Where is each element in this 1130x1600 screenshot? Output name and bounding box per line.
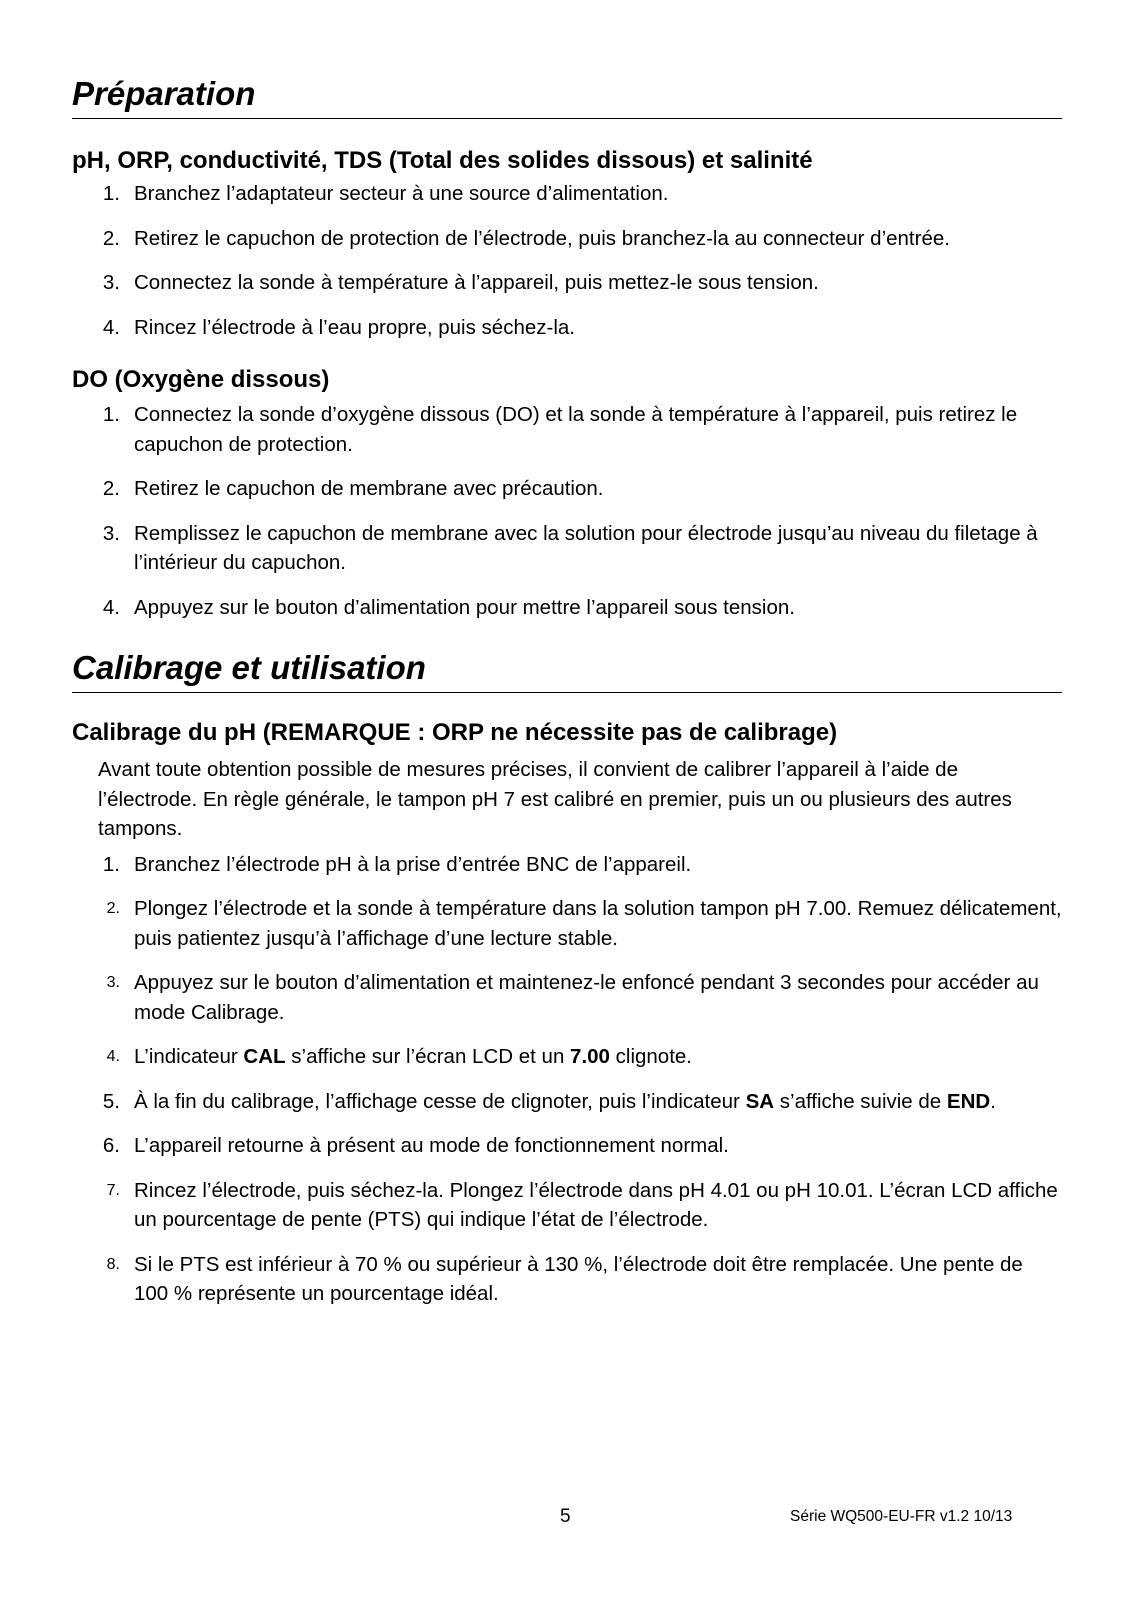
document-reference: Série WQ500-EU-FR v1.2 10/13: [790, 1508, 1013, 1525]
step-text: Rincez l’électrode, puis séchez-la. Plongez l’électrode dans pH 4.01 ou pH 10.01. L’écran LCD affiche un pourcentage de pente (PTS) qui indique l’état de l’électrode.: [134, 1178, 1058, 1231]
subtitle-ph-calibration: Calibrage du pH (REMARQUE : ORP ne nécessite pas de calibrage): [72, 719, 838, 746]
list-item: [72, 268, 1062, 298]
step-number: 4.: [102, 315, 120, 339]
step-text: Appuyez sur le bouton d’alimentation pour mettre l’appareil sous tension.: [134, 595, 795, 619]
step-text: Connectez la sonde d’oxygène dissous (DO) et la sonde à température à l’appareil, puis retirez le capuchon de protection.: [134, 403, 1018, 456]
step-text: Branchez l’électrode pH à la prise d’entrée BNC de l’appareil.: [134, 852, 692, 876]
step-text: Rincez l’électrode à l’eau propre, puis séchez-la.: [134, 315, 575, 339]
page-number: 5: [560, 1506, 571, 1527]
step-text: [134, 1087, 1062, 1117]
section-title-preparation: Préparation: [72, 74, 1062, 119]
steps-ph-orp: [72, 179, 1062, 342]
steps-do: [72, 400, 1062, 622]
list-item: [72, 400, 1062, 459]
list-item: [72, 1250, 1062, 1309]
list-item: [72, 1087, 1062, 1117]
subtitle-do: DO (Oxygène dissous): [72, 366, 330, 393]
list-item: [72, 593, 1062, 623]
list-item: [72, 850, 1062, 880]
section-title-calibration: Calibrage et utilisation: [72, 648, 1062, 693]
step-number: 4.: [102, 595, 120, 619]
step-text-part: L’indicateur: [134, 1045, 244, 1068]
step-text: Retirez le capuchon de protection de l’électrode, puis branchez-la au connecteur d’entrée.: [134, 226, 950, 250]
step-text-part: .: [990, 1089, 996, 1113]
list-item: [72, 1042, 1062, 1072]
buffer-value: 7.00: [570, 1045, 610, 1068]
step-number: 1.: [102, 182, 120, 205]
page-content: [72, 74, 1062, 1309]
step-number: 1.: [102, 852, 120, 876]
step-number: 6.: [102, 1134, 120, 1157]
step-number: 3.: [106, 974, 120, 991]
step-number: 1.: [102, 403, 120, 426]
step-text: Remplissez le capuchon de membrane avec la solution pour électrode jusqu’au niveau du filetage à l’intérieur du capuchon.: [134, 521, 1038, 574]
step-text: Branchez l’adaptateur secteur à une source d’alimentation.: [134, 182, 669, 205]
end-indicator: END: [946, 1089, 991, 1113]
list-item: [72, 474, 1062, 504]
step-text-part: s’affiche sur l’écran LCD et un: [285, 1045, 571, 1068]
step-number: 3.: [102, 271, 120, 294]
step-text: L’appareil retourne à présent au mode de fonctionnement normal.: [134, 1134, 729, 1157]
step-number: 2.: [102, 226, 120, 250]
cal-indicator: CAL: [243, 1045, 286, 1068]
step-text: Appuyez sur le bouton d’alimentation et maintenez-le enfoncé pendant 3 secondes pour accéder au mode Calibrage.: [134, 971, 1039, 1024]
list-item: [72, 313, 1062, 343]
step-number: 7.: [106, 1181, 120, 1199]
step-text-part: s’affiche suivie de: [774, 1089, 947, 1113]
list-item: [72, 894, 1062, 953]
step-text-part: clignote.: [609, 1045, 693, 1068]
step-number: 8.: [106, 1255, 120, 1273]
list-item: [72, 179, 1062, 209]
list-item: [72, 1131, 1062, 1161]
step-text: Plongez l’électrode et la sonde à température dans la solution tampon pH 7.00. Remuez délicatement, puis patientez jusqu’à l’affichage d’une lecture stable.: [134, 897, 1062, 950]
step-text: Si le PTS est inférieur à 70 % ou supérieur à 130 %, l’électrode doit être remplacée. Une pente de 100 % représente un pourcentage idéal.: [134, 1252, 1023, 1305]
step-number: 2.: [106, 900, 120, 917]
step-number: 4.: [106, 1048, 120, 1065]
calibration-intro: Avant toute obtention possible de mesures précises, il convient de calibrer l’appareil à l’aide de l’électrode. En règle générale, le tampon pH 7 est calibré en premier, puis un ou plusieurs des autres tampons.: [98, 758, 1012, 840]
subtitle-ph-orp: pH, ORP, conductivité, TDS (Total des solides dissous) et salinité: [72, 147, 813, 174]
step-text: Retirez le capuchon de membrane avec précaution.: [134, 477, 604, 500]
list-item: [72, 968, 1062, 1027]
list-item: [72, 519, 1062, 578]
step-text: [134, 1042, 1062, 1072]
step-text-part: À la fin du calibrage, l’affichage cesse de clignoter, puis l’indicateur: [134, 1089, 746, 1113]
step-text: Connectez la sonde à température à l’appareil, puis mettez-le sous tension.: [134, 271, 819, 294]
steps-ph-calibration: [72, 850, 1062, 1309]
step-number: 2.: [102, 477, 120, 500]
step-number: 3.: [102, 521, 120, 545]
list-item: [72, 1176, 1062, 1235]
list-item: [72, 224, 1062, 254]
sa-indicator: SA: [745, 1089, 775, 1113]
step-number: 5.: [102, 1089, 120, 1113]
